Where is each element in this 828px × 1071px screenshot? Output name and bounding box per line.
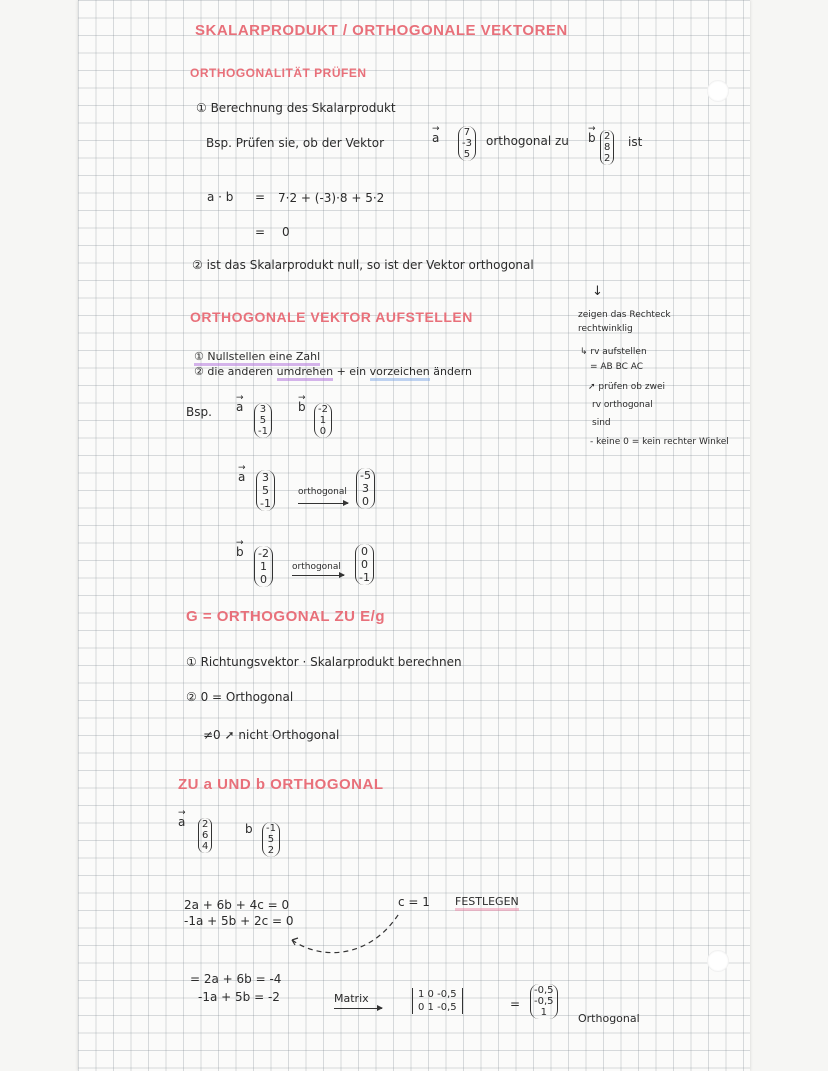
example-suffix: ist [628,135,643,149]
rule-1-text: ① Nullstellen eine Zahl [194,350,320,364]
page-title: SKALARPRODUKT / ORTHOGONALE VEKTOREN [195,22,568,39]
orthogonal-arrow-label: orthogonal [292,562,341,572]
example-mid: orthogonal zu [486,134,569,148]
section-heading-orthogonal-zu-e: G = ORTHOGONAL ZU E/g [186,608,385,625]
section-heading-zu-a-und-b: ZU a UND b ORTHOGONAL [178,776,384,793]
equation-1: 2a + 6b + 4c = 0 [184,898,290,912]
matrix-label: Matrix [334,992,369,1005]
vector-a-symbol: → a [236,400,243,414]
side-note-line: ➚ prüfen ob zwei [588,382,665,392]
step-2-text: ② ist das Skalarprodukt null, so ist der Vektor orthogonal [192,258,534,272]
orthogonal-result-vector: -0,5 -0,5 1 [530,984,558,1019]
example-prefix: Bsp. Prüfen sie, ob der Vektor [206,136,385,150]
equals-sign: = [255,225,266,239]
side-note-line: ↳ rv aufstellen [580,347,647,357]
vector-b-column: 2 8 2 [600,130,614,165]
equation-3: = 2a + 6b = -4 [190,972,282,986]
equals-sign: = [510,997,521,1011]
section-heading-aufstellen: ORTHOGONALE VEKTOR AUFSTELLEN [190,309,473,325]
vector-a-symbol: → a [178,815,185,829]
vector-a-column: 3 5 -1 [256,470,275,511]
side-note-line: - keine 0 = kein rechter Winkel [590,437,729,447]
dashed-curve-arrow [292,912,400,953]
dot-product-result: 0 [282,225,290,239]
festlegen-label: FESTLEGEN [455,895,519,909]
orthogonal-result-vector: 0 0 -1 [355,544,374,585]
section3-step-2: ② 0 = Orthogonal [186,690,294,704]
rule-2-text: ② die anderen umdrehen + ein vorzeichen ändern [194,365,472,379]
vector-b-symbol: → b [236,545,244,559]
vector-a-column: 2 6 4 [198,818,212,853]
result-matrix: 1 0 -0,5 0 1 -0,5 [412,988,463,1014]
side-note-line: rechtwinklig [578,324,633,334]
section3-step-1: ① Richtungsvektor · Skalarprodukt berechnen [186,655,462,669]
side-note-line: sind [592,418,611,428]
vector-b-symbol: → b [588,131,596,145]
down-arrow-icon: ↓ [592,284,603,299]
example-label: Bsp. [186,405,212,419]
vector-b-column: -1 5 2 [262,822,280,857]
section3-step-3: ≠0 ➚ nicht Orthogonal [203,728,340,742]
orthogonal-label: Orthogonal [578,1012,640,1025]
vector-b-symbol: → b [298,400,306,414]
equation-4: -1a + 5b = -2 [198,990,280,1004]
vector-a-symbol: → a [238,470,245,484]
vector-a-column: 3 5 -1 [254,403,272,438]
orthogonal-arrow-label: orthogonal [298,487,347,497]
c-fix: c = 1 [398,895,430,909]
side-note-line: zeigen das Rechteck [578,310,671,320]
section-heading-orthogonalitaet: ORTHOGONALITÄT PRÜFEN [190,66,367,80]
orthogonal-result-vector: -5 3 0 [356,468,375,509]
vector-a-column: 7 -3 5 [458,126,476,161]
dot-product-expression: 7·2 + (-3)·8 + 5·2 [278,191,385,205]
vector-a-symbol: → a [432,131,439,145]
equation-2: -1a + 5b + 2c = 0 [184,914,294,928]
step-1-text: ① Berechnung des Skalarprodukt [196,101,396,115]
equals-sign: = [255,190,266,204]
side-note-line: rv orthogonal [592,400,653,410]
vector-b-column: -2 1 0 [314,403,332,438]
side-note-line: = AB BC AC [590,362,644,372]
vector-b-symbol: b [245,822,253,836]
vector-b-column: -2 1 0 [254,546,273,587]
dot-product-left: a · b [207,190,234,204]
